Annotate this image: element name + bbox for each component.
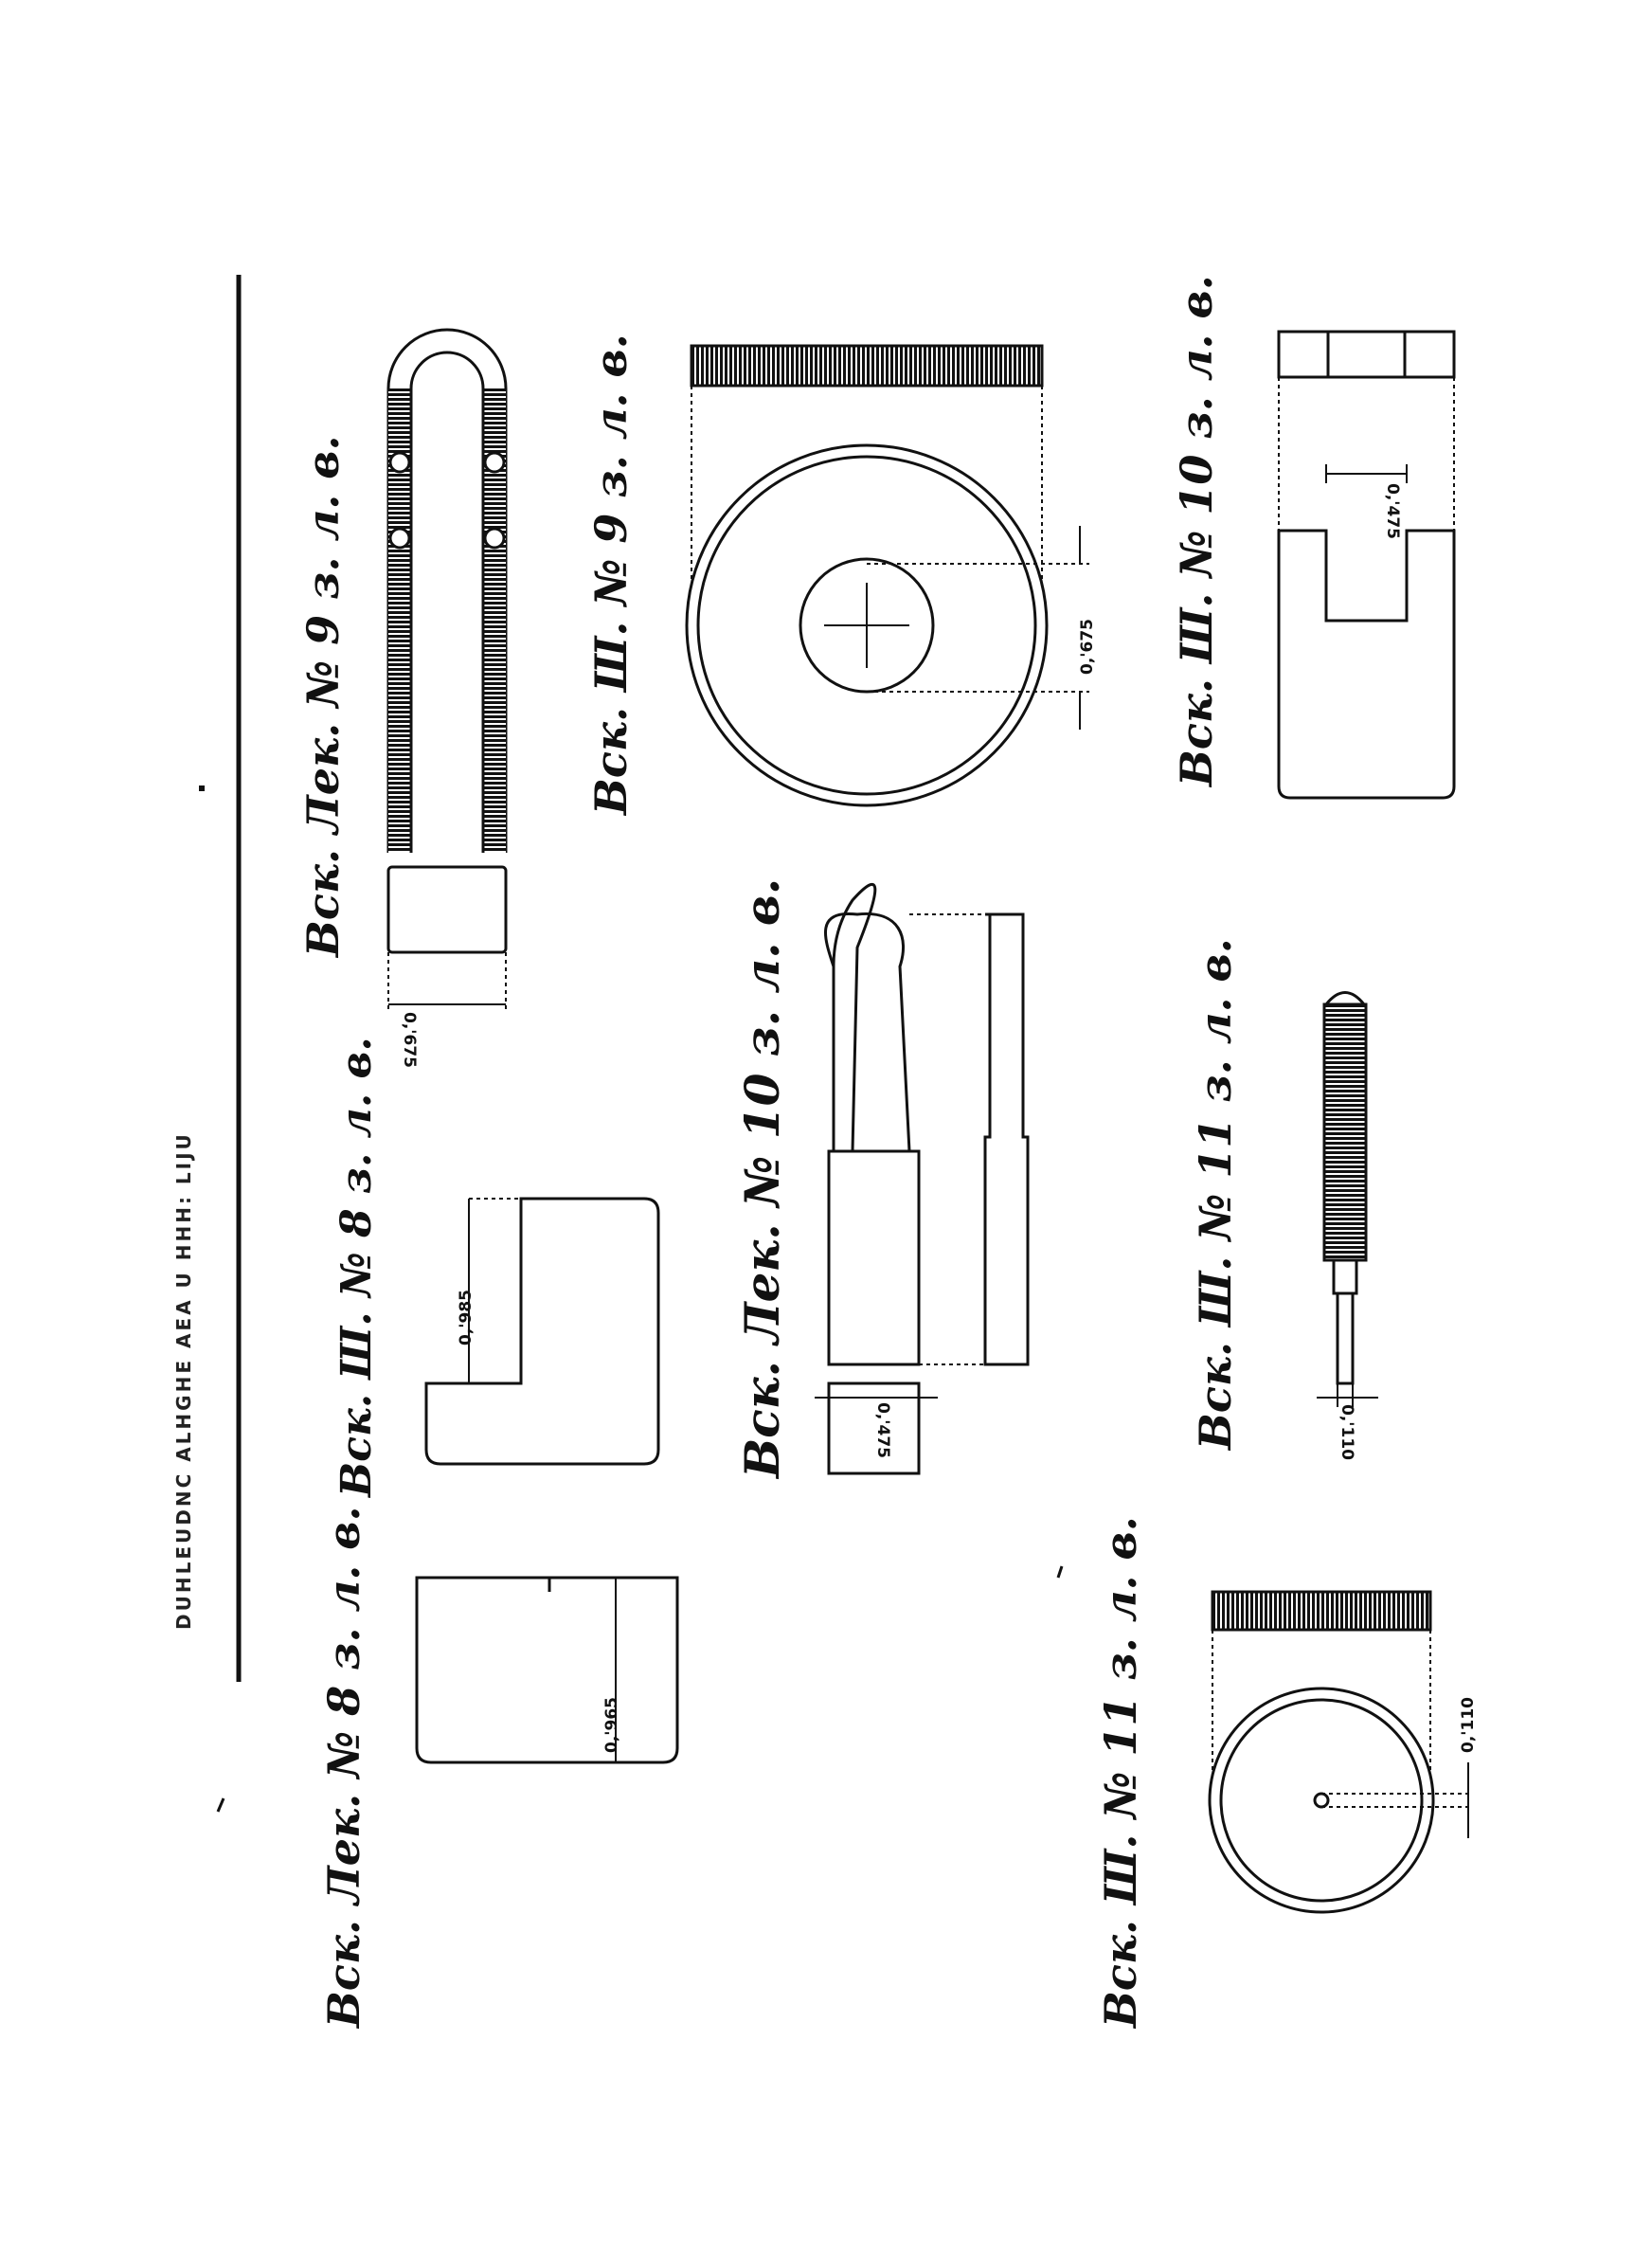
dim-sh11b: 0,'110 — [1459, 1697, 1478, 1753]
dim-les8: 0,'965 — [602, 1697, 621, 1753]
label-sh10: Вск. Ш. № 10 з. л. в. — [1171, 275, 1222, 786]
stray-mark — [199, 785, 205, 791]
label-sh11: Вск. Ш. № 11 з. л. в. — [1190, 938, 1241, 1450]
figure-les10-spatula — [815, 884, 1028, 1473]
figure-sh10-block — [1279, 332, 1454, 798]
label-sh8: Вск. Ш. № 8 з. л. в. — [332, 1037, 381, 1497]
dim-les10: 0,'475 — [873, 1402, 892, 1458]
dim-les9: 0,'675 — [400, 1012, 419, 1068]
dim-sh11: 0,'110 — [1338, 1404, 1356, 1460]
figure-les9-handle — [388, 330, 506, 1009]
dim-sh9: 0,'675 — [1078, 619, 1097, 675]
dim-sh10: 0,'475 — [1383, 483, 1402, 539]
dim-sh8: 0,'985 — [457, 1290, 476, 1345]
label-les10: Вск. Лек. № 10 з. л. в. — [734, 877, 790, 1478]
label-les9: Вск. Лек. № 9 з. л. в. — [297, 435, 349, 957]
running-header: DUHLEUDNC ALHGHE AEA U HHH: LIJU — [172, 1131, 195, 1630]
figure-les8-block — [417, 1578, 677, 1762]
label-les8: Вск. Лек. № 8 з. л. в. — [318, 1506, 369, 2028]
label-sh9: Вск. Ш. № 9 з. л. в. — [585, 334, 637, 815]
figure-sh9-disc — [687, 346, 1089, 805]
stray-mark — [218, 1798, 224, 1812]
label-sh11b: Вск. Ш. № 11 з. л. в. — [1095, 1516, 1146, 2028]
figure-sh11b-disc — [1210, 1592, 1473, 1912]
stray-mark — [1058, 1566, 1062, 1578]
figure-sh11-screwdriver — [1317, 993, 1378, 1408]
